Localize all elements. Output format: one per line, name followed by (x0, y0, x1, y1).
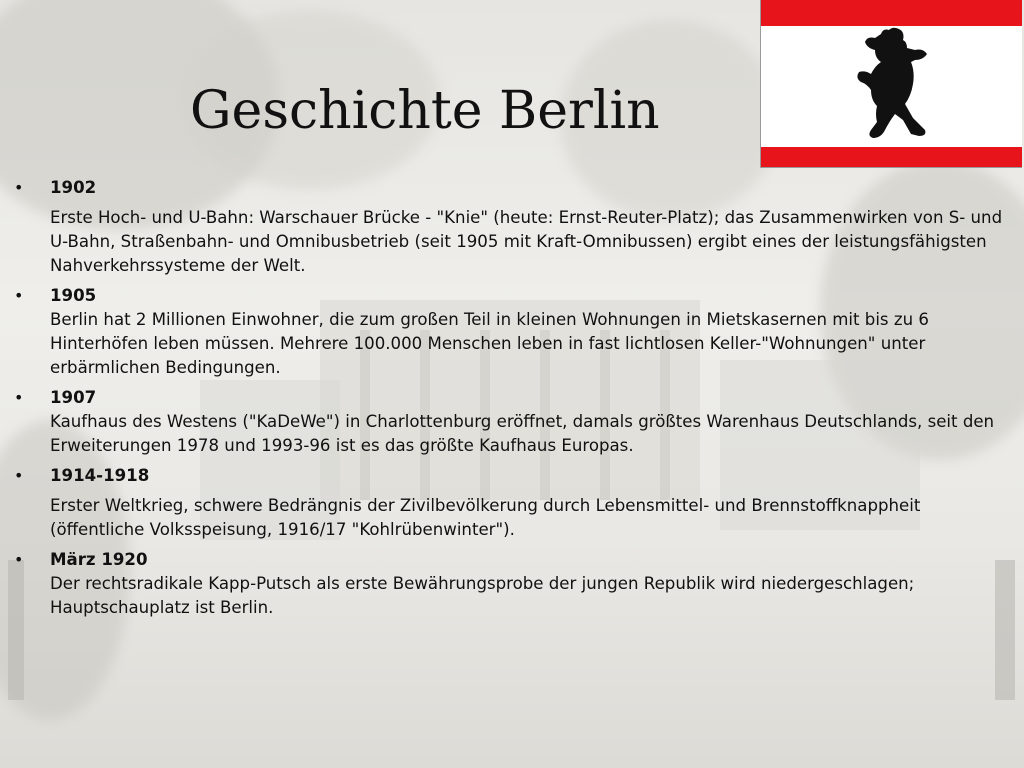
entry-year: März 1920 (50, 550, 148, 569)
entry-text: Erster Weltkrieg, schwere Bedrängnis der Zivilbevölkerung durch Lebensmittel- und Brennstoffknappheit (öffentliche Volksspeisung, 1916/17 "Kohlrübenwinter"). (50, 496, 921, 539)
entry-text: Erste Hoch- und U-Bahn: Warschauer Brücke - "Knie" (heute: Ernst-Reuter-Platz); das Zusammenwirken von S- und U-Bahn, Straßenbahn- und Omnibusbetrieb (seit 1905 mit Kraft-Omnibussen) ergibt eines der leistungsfähigsten Nahverkehrssysteme der Welt. (50, 208, 1003, 275)
timeline-list (14, 176, 1016, 620)
bullet-icon: • (14, 178, 24, 197)
timeline-entry-1902 (14, 176, 1016, 278)
entry-year: 1914-1918 (50, 466, 150, 485)
slide-title: Geschichte Berlin (190, 81, 660, 141)
bullet-icon: • (14, 550, 24, 569)
bullet-icon: • (14, 388, 24, 407)
entry-year: 1905 (50, 286, 97, 305)
timeline-entry-1914-1918 (14, 464, 1016, 542)
berlin-bear-icon (853, 26, 937, 144)
bullet-icon: • (14, 466, 24, 485)
berlin-flag (760, 0, 1022, 168)
flag-bottom-stripe (761, 147, 1022, 167)
entry-text: Kaufhaus des Westens ("KaDeWe") in Charlottenburg eröffnet, damals größtes Warenhaus Deutschlands, seit den Erweiterungen 1978 und 1993-96 ist es das größte Kaufhaus Europas. (50, 412, 995, 455)
entry-text: Berlin hat 2 Millionen Einwohner, die zum großen Teil in kleinen Wohnungen in Mietskasernen mit bis zu 6 Hinterhöfen leben müssen. Mehrere 100.000 Menschen leben in fast lichtlosen Keller-"Wohnungen" unter erbärmlichen Bedingungen. (50, 310, 929, 377)
entry-year: 1907 (50, 388, 97, 407)
timeline-entry-1907 (14, 386, 1016, 458)
entry-year: 1902 (50, 178, 97, 197)
flag-top-stripe (761, 0, 1022, 26)
bullet-icon: • (14, 286, 24, 305)
entry-text: Der rechtsradikale Kapp-Putsch als erste Bewährungsprobe der jungen Republik wird niedergeschlagen; Hauptschauplatz ist Berlin. (50, 574, 915, 617)
timeline-entry-1905 (14, 284, 1016, 380)
timeline-entry-maerz-1920 (14, 548, 1016, 620)
